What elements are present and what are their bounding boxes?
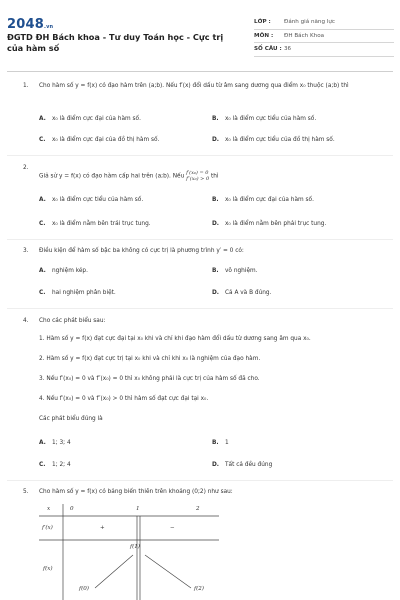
meta-value: ĐH Bách Khoa [284,32,325,39]
option-text: vô nghiệm. [225,268,258,274]
option-letter: D. [212,221,220,227]
variation-table [39,500,239,600]
meta-value: Đánh giá năng lực [284,19,335,26]
meta-row-count [254,43,394,57]
q2-option-d[interactable] [212,221,326,227]
stem-text: Giả sử y = f(x) có đạo hàm cấp hai trên (a;b). Nếu [39,173,185,180]
statement-3: 3. Nếu f′(x₀) = 0 và f″(x₀) = 0 thì x₀ không phải là cực trị của hàm số đã cho. [39,376,260,382]
fprime-label: f′(x) [42,525,53,531]
meta-row-subject [254,30,394,44]
option-text: 1; 3; 4 [52,440,71,446]
q4-option-d[interactable] [212,462,272,468]
x-value-0: 0 [70,506,74,512]
option-letter: C. [39,462,46,468]
question-number: 2. [23,165,29,171]
statement-4: 4. Nếu f′(x₀) = 0 và f″(x₀) > 0 thì hàm số đạt cực đại tại x₀. [39,396,209,402]
q3-option-a[interactable] [39,268,88,274]
f-value-1: f(1) [130,544,140,550]
q3-option-d[interactable] [212,290,271,296]
option-text: 1; 2; 4 [52,462,71,468]
sign-minus: − [170,525,175,531]
page-title: ĐGTD ĐH Bách khoa - Tư duy Toán học - Cực trị của hàm số [7,32,224,53]
option-letter: B. [212,268,219,274]
option-text: x₀ là điểm cực tiểu của hàm số. [225,116,317,122]
q1-option-d[interactable] [212,137,335,143]
option-text: x₀ là điểm cực đại của đồ thị hàm số. [52,137,160,143]
question-number: 4. [23,318,29,324]
question-stem: Cho các phát biểu sau: [39,318,106,324]
option-letter: D. [212,137,220,143]
x-value-1: 1 [136,506,140,512]
q1-option-a[interactable] [39,116,141,122]
divider [7,239,393,240]
option-letter: B. [212,440,219,446]
option-letter: B. [212,116,219,122]
question-stem: Cho hàm số y = f(x) có đạo hàm trên (a;b). Nếu f′(x) đổi dấu từ âm sang dương qua điểm x₀ thuộc (a;b) thì [39,83,349,89]
statement-1: 1. Hàm số y = f(x) đạt cực đại tại x₀ khi và chỉ khi đạo hàm đổi dấu từ dương sang âm qua x₀. [39,336,311,342]
meta-key: MÔN : [254,32,274,39]
divider [7,308,393,309]
option-letter: A. [39,197,46,203]
statement-prompt: Các phát biểu đúng là [39,416,103,422]
meta-box [254,16,394,57]
q2-option-a[interactable] [39,197,143,203]
q1-option-c[interactable] [39,137,159,143]
logo-text: 2048 [7,17,44,32]
logo-suffix: .vn [43,24,54,30]
option-letter: C. [39,221,46,227]
question-number: 5. [23,489,29,495]
q3-option-c[interactable] [39,290,116,296]
q2-option-c[interactable] [39,221,151,227]
statement-2: 2. Hàm số y = f(x) đạt cực trị tại x₀ khi và chỉ khi x₀ là nghiệm của đạo hàm. [39,356,261,362]
x-value-2: 2 [196,506,200,512]
q2-option-b[interactable] [212,197,314,203]
variation-table-lines [39,500,239,600]
q4-option-b[interactable] [212,440,229,446]
condition-line-2: f″(x₀) > 0 [186,176,210,182]
divider [7,155,393,156]
option-text: 1 [225,440,229,446]
option-text: Tất cả đều đúng [225,462,273,468]
option-text: hai nghiệm phân biệt. [52,290,116,296]
question-number: 1. [23,83,29,89]
option-letter: D. [212,290,220,296]
meta-row-class [254,16,394,30]
option-text: x₀ là điểm nằm bên trái trục tung. [52,221,151,227]
decrease-arrow [145,555,191,588]
increase-arrow [95,555,133,588]
option-text: x₀ là điểm cực tiểu của đồ thị hàm số. [225,137,335,143]
option-letter: A. [39,440,46,446]
q3-option-b[interactable] [212,268,258,274]
q1-option-b[interactable] [212,116,316,122]
option-text: x₀ là điểm nằm bên phải trục tung. [225,221,327,227]
question-stem [39,170,374,182]
meta-value: 36 [284,46,292,53]
f-value-0: f(0) [79,586,89,592]
option-letter: C. [39,290,46,296]
meta-key: LỚP : [254,19,271,26]
option-letter: D. [212,462,220,468]
option-letter: C. [39,137,46,143]
meta-key: SỐ CÂU : [254,46,282,53]
option-text: Cả A và B đúng. [225,290,272,296]
header-divider [7,71,393,72]
divider [7,480,393,481]
option-text: x₀ là điểm cực tiểu của hàm số. [52,197,144,203]
f-label: f(x) [43,566,53,572]
site-logo[interactable] [7,17,53,32]
option-text: x₀ là điểm cực đại của hàm số. [52,116,141,122]
option-text: nghiệm kép. [52,268,88,274]
question-stem: Cho hàm số y = f(x) có bảng biến thiên trên khoảng (0;2) như sau: [39,489,233,495]
option-letter: A. [39,116,46,122]
q4-option-c[interactable] [39,462,71,468]
stem-condition [186,170,209,182]
option-letter: A. [39,268,46,274]
question-stem: Điều kiện để hàm số bậc ba không có cực trị là phương trình y′ = 0 có: [39,248,244,254]
option-letter: B. [212,197,219,203]
condition-line-1: f′(x₀) = 0 [186,170,209,176]
question-number: 3. [23,248,29,254]
stem-tail: thì [210,173,219,180]
q4-option-a[interactable] [39,440,71,446]
option-text: x₀ là điểm cực đại của hàm số. [225,197,314,203]
x-label: x [47,506,51,512]
f-value-2: f(2) [194,586,204,592]
sign-plus: + [100,525,105,531]
